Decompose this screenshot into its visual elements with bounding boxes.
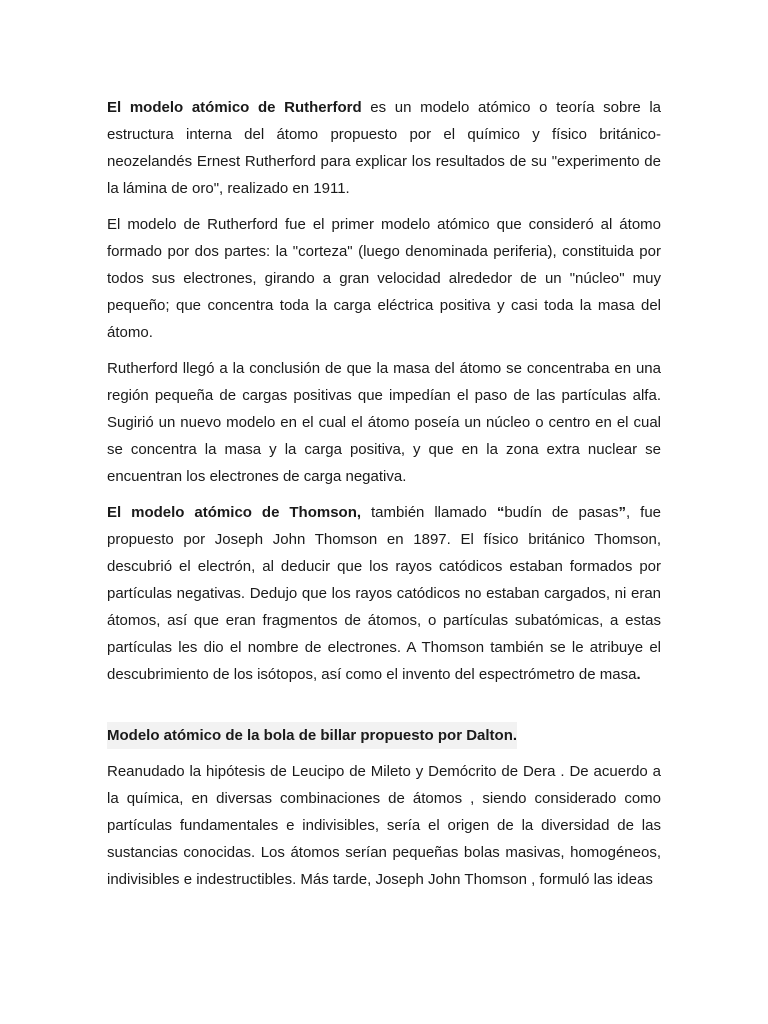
paragraph-rutherford-conclusion: [107, 355, 661, 490]
rutherford-intro-text: es un modelo atómico o teoría sobre la estructura interna del átomo propuesto por el químico y físico británico-neozelandés Ernest Rutherford para explicar los resultados de su "experimento de la lámina de oro", realizado en 1911.: [107, 99, 661, 197]
paragraph-rutherford-model: [107, 211, 661, 346]
thomson-nickname: budín de pasas: [504, 504, 619, 521]
rutherford-model-text: El modelo de Rutherford fue el primer modelo atómico que consideró al átomo formado por dos partes: la "corteza" (luego denominada periferia), constituida por todos sus electrones, girando a gran velocidad alrededor de un "núcleo" muy pequeño; que concentra toda la carga eléctrica positiva y casi toda la masa del átomo.: [107, 216, 661, 341]
paragraph-rutherford-intro: [107, 94, 661, 202]
rutherford-title-bold: El modelo atómico de Rutherford: [107, 99, 362, 116]
paragraph-thomson-model: [107, 499, 661, 688]
thomson-text-body: , fue propuesto por Joseph John Thomson en 1897. El físico británico Thomson, descubrió el electrón, al deducir que los rayos catódicos estaban formados por partículas negativas. Dedujo que los rayos catódicos no estaban cargados, ni eran átomos, así que eran fragmentos de átomos, o partículas subatómicas, a estas partículas les dio el nombre de electrones. A Thomson también se le atribuye el descubrimiento de los isótopos, así como el invento del espectrómetro de masa: [107, 504, 662, 683]
section-heading-dalton: Modelo atómico de la bola de billar propuesto por Dalton.: [107, 722, 517, 749]
thomson-title-bold: El modelo atómico de Thomson,: [107, 504, 362, 521]
quote-close-mark: ”: [618, 504, 627, 521]
dalton-model-text: Reanudado la hipótesis de Leucipo de Mileto y Demócrito de Dera . De acuerdo a la química, en diversas combinaciones de átomos , siendo considerado como partículas fundamentales e indivisibles, sería el origen de la diversidad de las sustancias conocidas. Los átomos serían pequeñas bolas masivas, homogéneos, indivisibles e indestructibles. Más tarde, Joseph John Thomson , formuló las ideas: [107, 763, 661, 888]
document-page: [107, 94, 661, 902]
paragraph-dalton-model: [107, 758, 661, 893]
heading-wrapper: [107, 722, 661, 758]
quote-open-mark: “: [496, 504, 505, 521]
thomson-final-period: .: [636, 666, 641, 683]
rutherford-conclusion-text: Rutherford llegó a la conclusión de que la masa del átomo se concentraba en una región pequeña de cargas positivas que impedían el paso de las partículas alfa. Sugirió un nuevo modelo en el cual el átomo poseía un núcleo o centro en el cual se concentra la masa y la carga positiva, y que en la zona extra nuclear se encuentran los electrones de carga negativa.: [107, 360, 661, 485]
thomson-text-lead: también llamado: [361, 504, 497, 521]
